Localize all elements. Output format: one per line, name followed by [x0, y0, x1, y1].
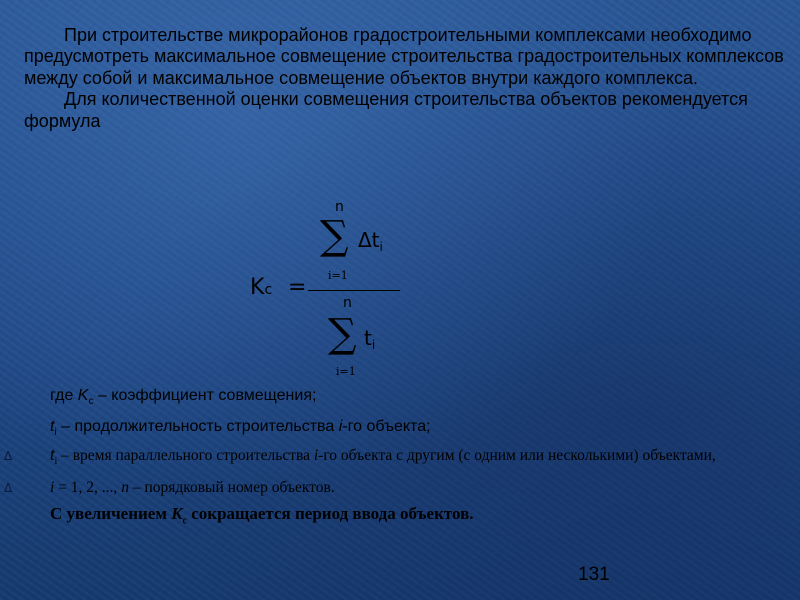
formula-lhs: Kc — [250, 275, 273, 300]
numerator-sum-upper: n — [335, 199, 344, 215]
numerator-sigma: ∑ — [320, 213, 349, 259]
conclusion-line: С увеличением $K_c$ сокращается период ввода объектов. — [50, 504, 474, 527]
delta-bullet-icon: Δ — [4, 449, 13, 464]
delta-bullet-icon: Δ — [4, 481, 13, 496]
definition-kc: где $K_c$ – коэффициент совмещения; — [50, 387, 317, 408]
definition-delta-ti: Δ $t_i$ – время параллельного строительства i-го объекта с другим (с одним или несколькими) объектами, — [4, 447, 716, 468]
intro-paragraph-1: При строительстве микрорайонов градостроительными комплексами необходимо предусмотреть максимальное совмещение строительства градостроительных комплексов между собой и максимальное совмещение объектов внутри каждого комплекса. — [24, 25, 784, 88]
coefficient-formula — [250, 200, 430, 385]
denominator-sigma: ∑ — [328, 311, 357, 357]
fraction-line — [308, 290, 400, 291]
page-number: 131 — [578, 564, 610, 585]
denominator-sum-lower: i=1 — [336, 365, 356, 378]
denominator-term: $t_i$ — [364, 326, 376, 352]
intro-text — [24, 25, 784, 132]
intro-paragraph-2: Для количественной оценки совмещения строительства объектов рекомендуется формула — [24, 89, 748, 131]
numerator-sum-lower: i=1 — [328, 269, 348, 282]
denominator-sum-upper: n — [343, 295, 352, 311]
numerator-term: $\Delta t_i$ — [358, 228, 383, 254]
definitions — [4, 386, 795, 532]
formula-equals: = — [288, 275, 307, 300]
definition-ti: $t_i$ – продолжительность строительства i-го объекта; — [50, 418, 431, 439]
definition-index: Δ i = 1, 2, ..., n – порядковый номер объектов. — [4, 479, 335, 497]
